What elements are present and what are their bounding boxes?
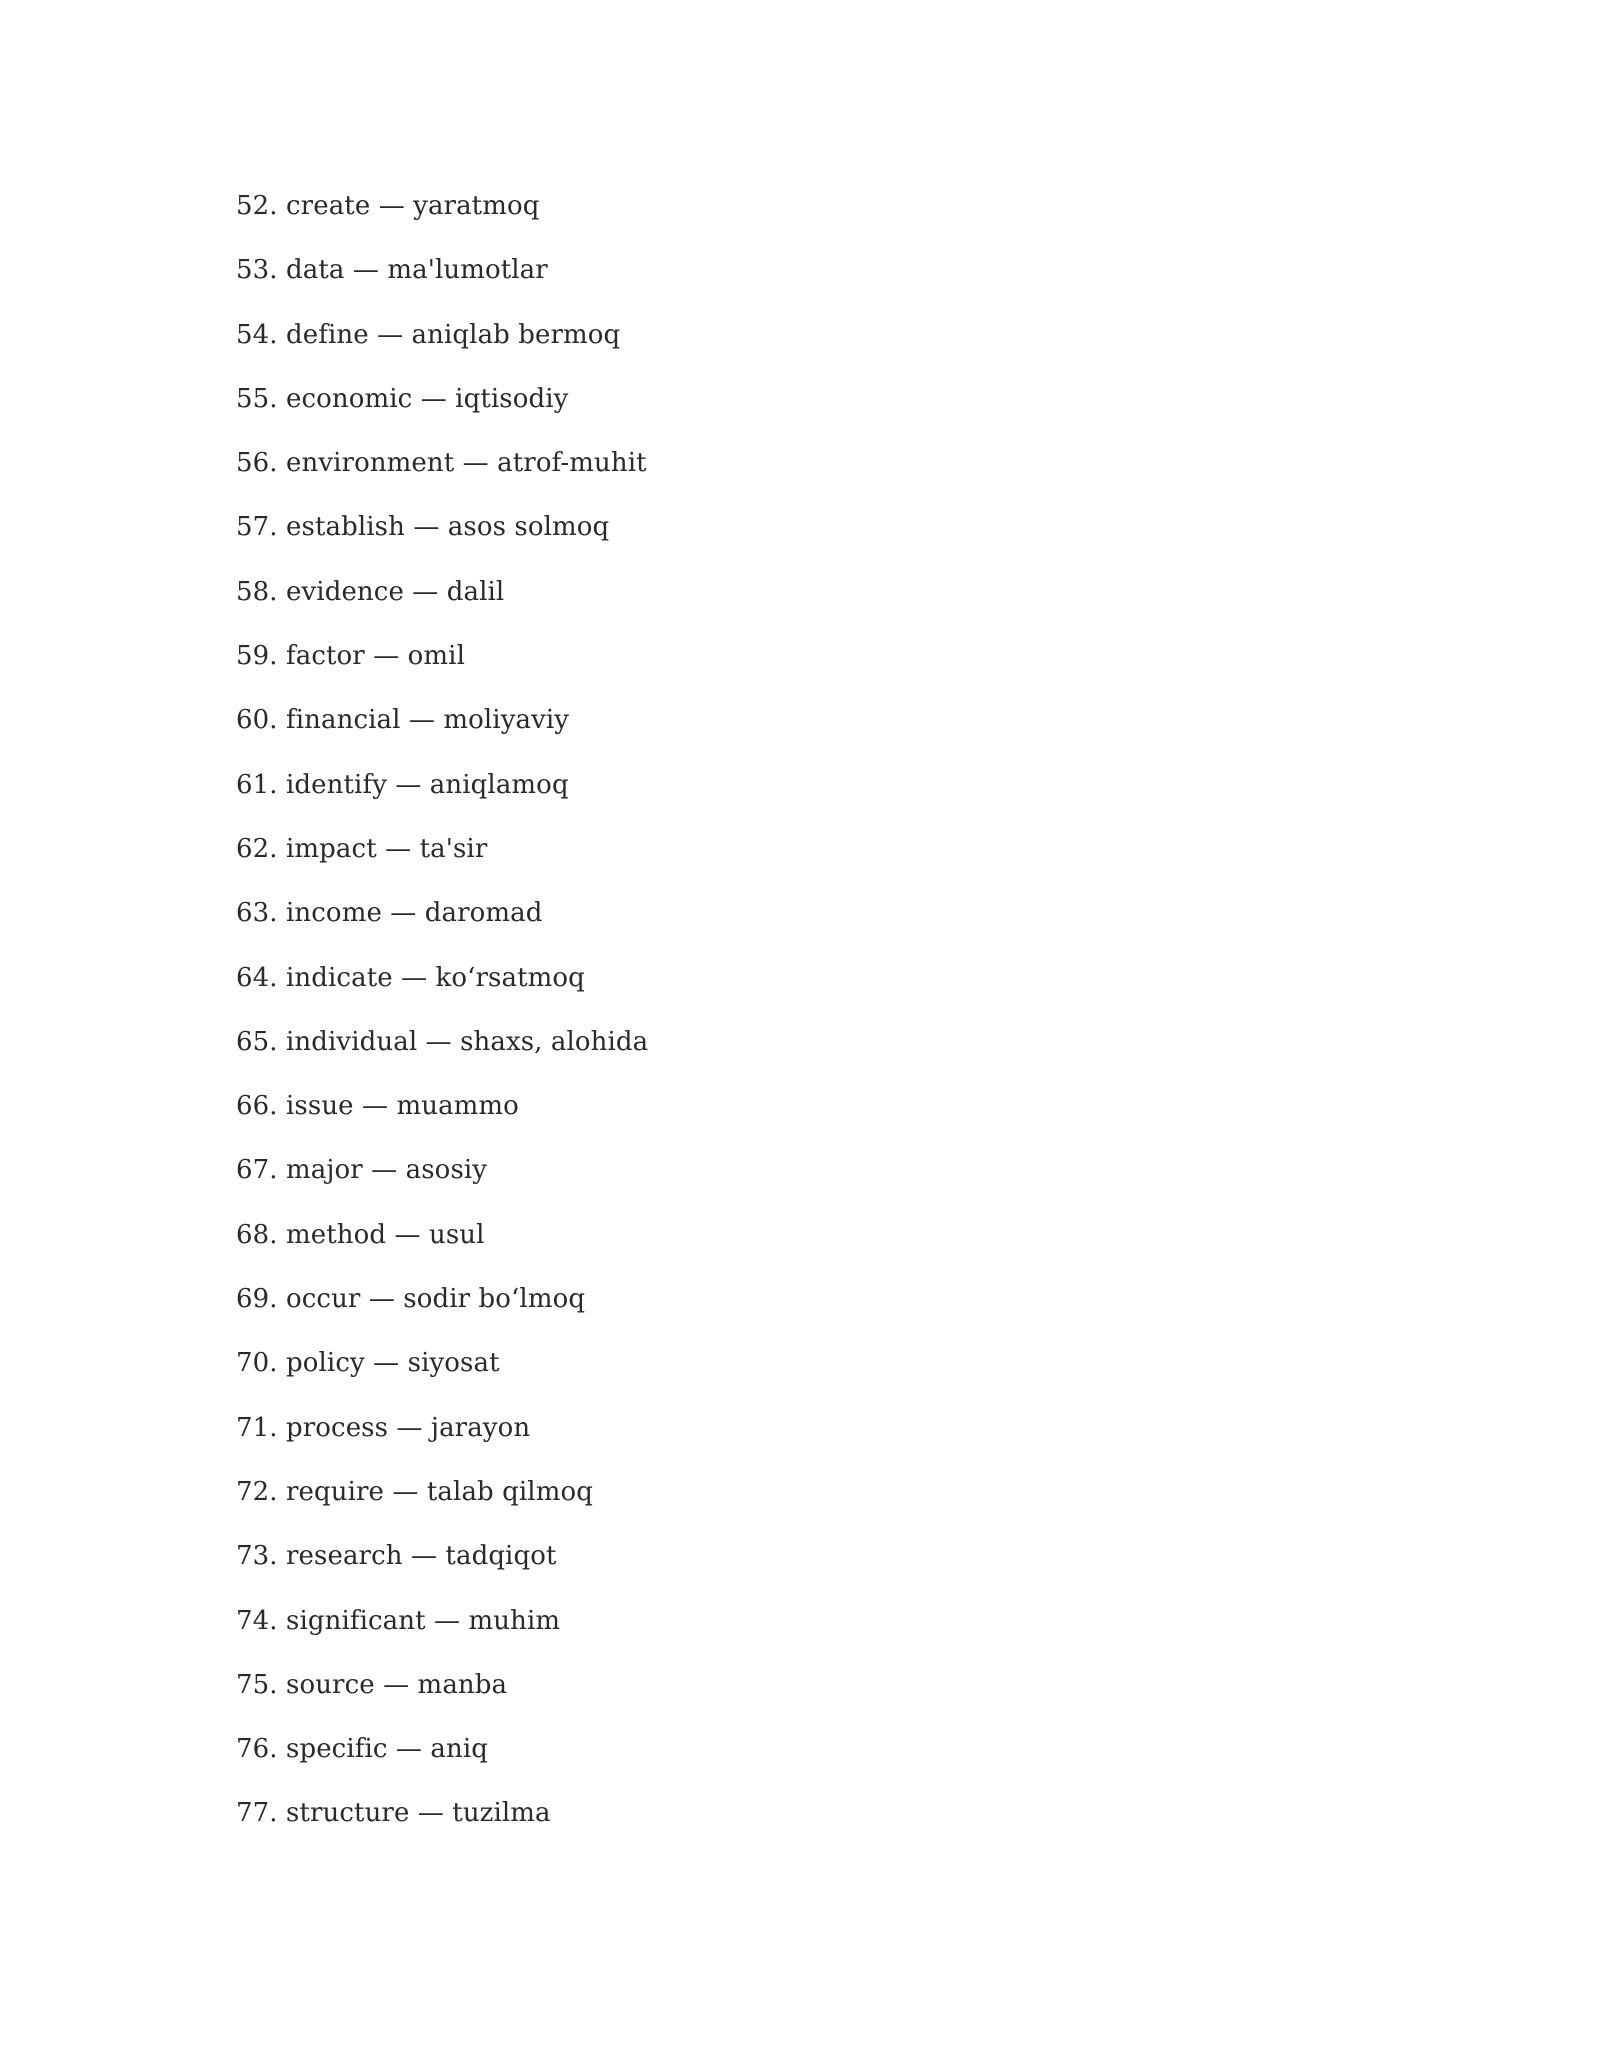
vocabulary-entry: 71. process — jarayon xyxy=(236,1412,531,1443)
vocabulary-entry: 76. specific — aniq xyxy=(236,1734,488,1765)
vocabulary-entry: 56. environment — atrof-muhit xyxy=(236,448,647,479)
vocabulary-entry: 58. evidence — dalil xyxy=(236,576,505,607)
vocabulary-list xyxy=(236,180,648,1852)
vocabulary-entry: 62. impact — ta'sir xyxy=(236,833,488,864)
vocabulary-entry: 75. source — manba xyxy=(236,1669,508,1700)
vocabulary-entry: 54. define — aniqlab bermoq xyxy=(236,319,621,350)
vocabulary-entry: 77. structure — tuzilma xyxy=(236,1798,551,1829)
vocabulary-entry: 53. data — ma'lumotlar xyxy=(236,255,548,286)
vocabulary-entry: 65. individual — shaxs, alohida xyxy=(236,1026,649,1057)
vocabulary-entry: 68. method — usul xyxy=(236,1219,485,1250)
vocabulary-entry: 70. policy — siyosat xyxy=(236,1348,500,1379)
vocabulary-entry: 64. indicate — ko‘rsatmoq xyxy=(236,962,585,993)
vocabulary-entry: 57. establish — asos solmoq xyxy=(236,512,610,543)
vocabulary-entry: 72. require — talab qilmoq xyxy=(236,1476,593,1507)
vocabulary-entry: 74. significant — muhim xyxy=(236,1605,561,1636)
vocabulary-entry: 69. occur — sodir bo‘lmoq xyxy=(236,1284,586,1315)
vocabulary-entry: 73. research — tadqiqot xyxy=(236,1541,557,1572)
vocabulary-entry: 66. issue — muammo xyxy=(236,1091,519,1122)
vocabulary-entry: 61. identify — aniqlamoq xyxy=(236,769,569,800)
vocabulary-entry: 52. create — yaratmoq xyxy=(236,191,540,221)
vocabulary-entry: 60. financial — moliyaviy xyxy=(236,705,570,736)
vocabulary-entry: 63. income — daromad xyxy=(236,898,543,929)
vocabulary-entry: 55. economic — iqtisodiy xyxy=(236,383,569,414)
vocabulary-entry: 59. factor — omil xyxy=(236,641,465,672)
vocabulary-entry: 67. major — asosiy xyxy=(236,1155,488,1186)
